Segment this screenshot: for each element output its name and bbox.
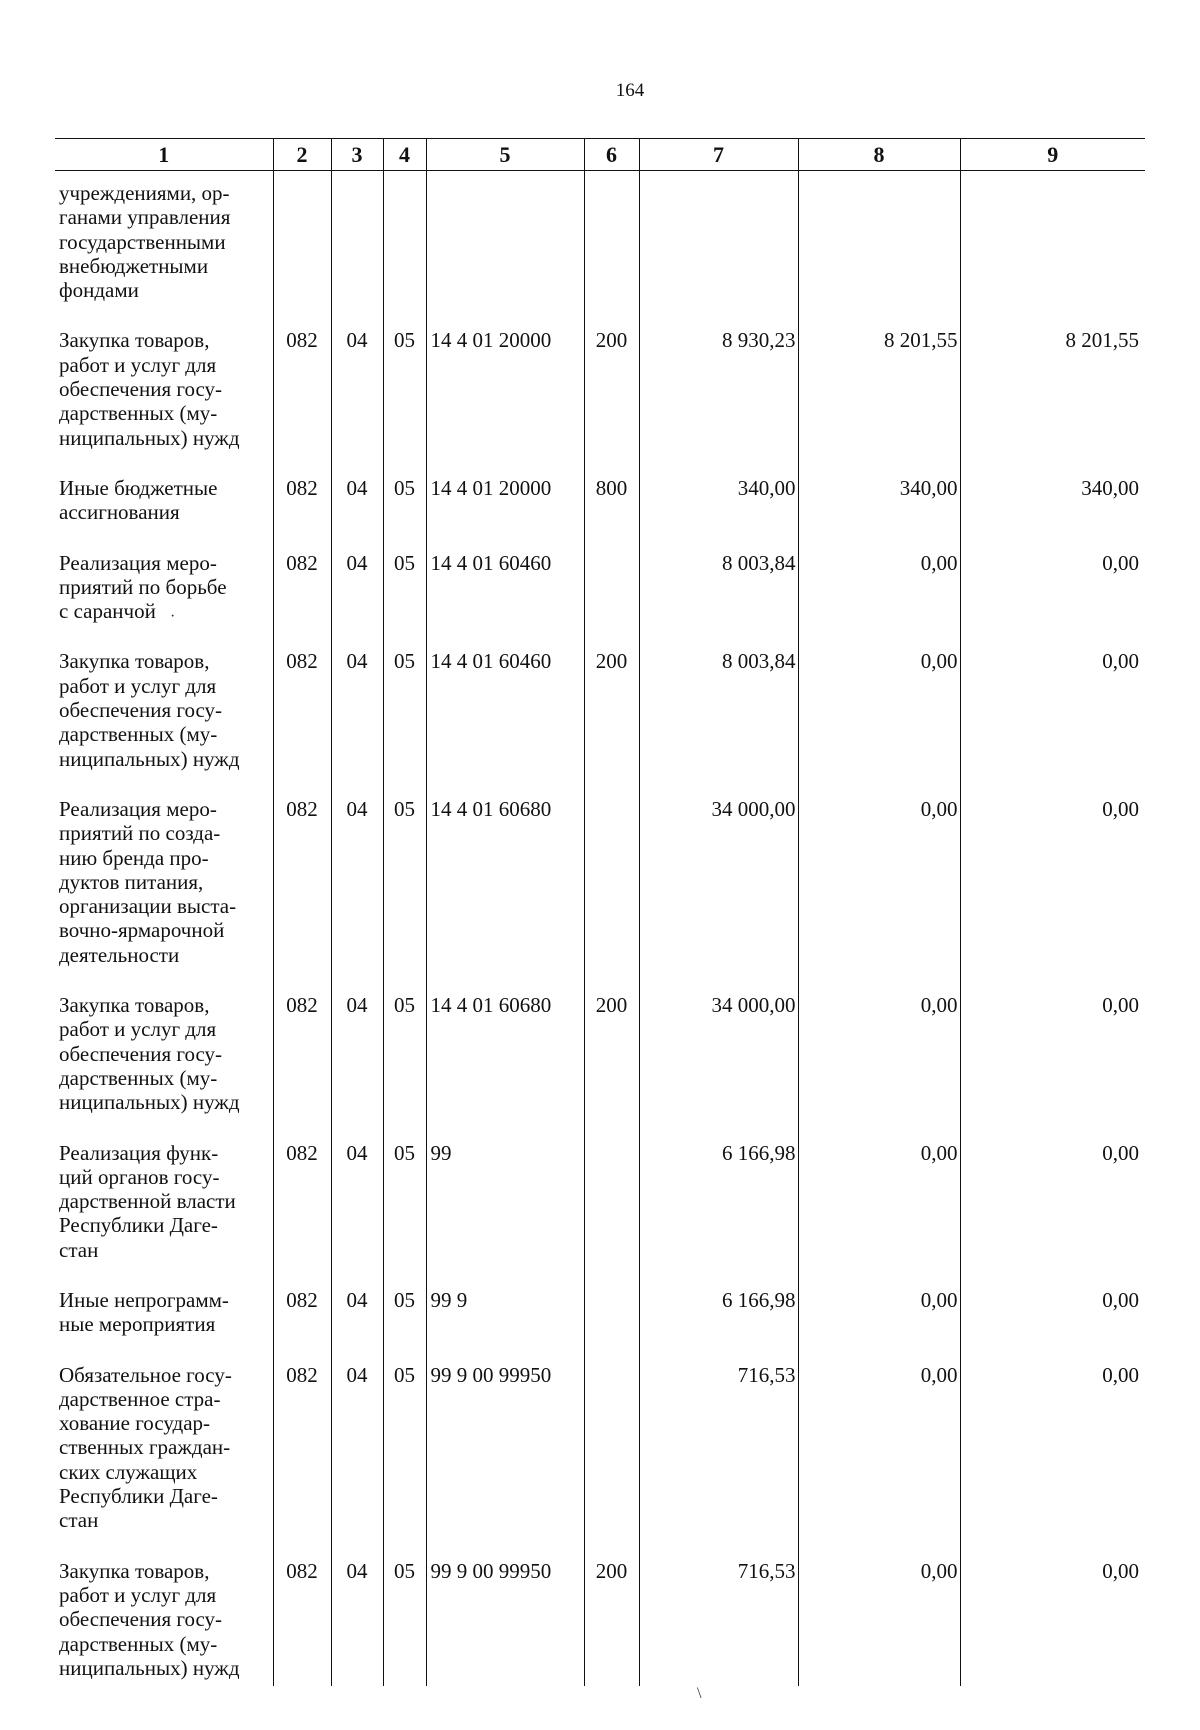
cell-name: Реализация меро- приятий по борьбе с саранчой: [59, 550, 227, 624]
table-row: [55, 1276, 1145, 1351]
cell-section: 04: [331, 637, 383, 784]
cell-name: Закупка товаров, работ и услуг для обеспечения госу- дарственных (му- ниципальных) нужд: [59, 1558, 240, 1680]
cell-expense-type: 200: [584, 981, 639, 1128]
cell-subsection: 05: [383, 637, 426, 784]
cell-expense-type: [584, 1129, 639, 1276]
table-row: [55, 316, 1145, 463]
cell-ministry: 082: [273, 1351, 331, 1547]
table-row: [55, 1351, 1145, 1547]
cell-section: 04: [331, 1351, 383, 1547]
cell-amount-col8: 0,00: [798, 637, 960, 784]
budget-table-container: [55, 138, 1145, 1686]
cell-amount-col8: 0,00: [798, 1351, 960, 1547]
cell-target-item: 14 4 01 20000: [426, 316, 584, 463]
cell-subsection: 05: [383, 1276, 426, 1351]
cell-amount-col8: 0,00: [798, 785, 960, 981]
page-number: 164: [615, 80, 645, 101]
table-row: [55, 637, 1145, 784]
cell-amount-col9: 340,00: [960, 464, 1145, 539]
cell-expense-type: [584, 1351, 639, 1547]
cell-amount-col7: 716,53: [639, 1547, 798, 1686]
cell-expense-type: [584, 1276, 639, 1351]
cell-section: 04: [331, 464, 383, 539]
cell-section: 04: [331, 981, 383, 1128]
cell-target-item: [426, 171, 584, 317]
cell-amount-col7: 6 166,98: [639, 1276, 798, 1351]
cell-amount-col8: 0,00: [798, 539, 960, 638]
cell-expense-type: 200: [584, 637, 639, 784]
cell-ministry: 082: [273, 539, 331, 638]
cell-amount-col9: 0,00: [960, 1276, 1145, 1351]
column-header: 5: [426, 139, 584, 171]
cell-subsection: [383, 171, 426, 317]
cell-target-item: 14 4 01 60680: [426, 981, 584, 1128]
cell-subsection: 05: [383, 1351, 426, 1547]
cell-section: 04: [331, 1129, 383, 1276]
budget-table: [55, 138, 1145, 1686]
cell-amount-col9: 0,00: [960, 539, 1145, 638]
cell-expense-type: [584, 539, 639, 638]
cell-amount-col9: 0,00: [960, 1351, 1145, 1547]
table-row: [55, 539, 1145, 638]
scan-speck: ·: [170, 608, 176, 625]
cell-name: Закупка товаров, работ и услуг для обеспечения госу- дарственных (му- ниципальных) нужд: [59, 993, 240, 1115]
cell-amount-col8: 0,00: [798, 1276, 960, 1351]
column-header: 6: [584, 139, 639, 171]
cell-subsection: 05: [383, 464, 426, 539]
cell-amount-col7: 34 000,00: [639, 785, 798, 981]
table-header: [55, 139, 1145, 171]
cell-expense-type: 200: [584, 316, 639, 463]
cell-amount-col8: 0,00: [798, 1547, 960, 1686]
cell-amount-col7: 8 930,23: [639, 316, 798, 463]
cell-amount-col9: 0,00: [960, 981, 1145, 1128]
header-row: [55, 139, 1145, 171]
cell-expense-type: [584, 171, 639, 317]
cell-amount-col7: 8 003,84: [639, 637, 798, 784]
column-header: 3: [331, 139, 383, 171]
cell-name: Закупка товаров, работ и услуг для обеспечения госу- дарственных (му- ниципальных) нужд: [59, 649, 240, 771]
table-row: [55, 464, 1145, 539]
cell-amount-col7: 8 003,84: [639, 539, 798, 638]
table-row: [55, 1547, 1145, 1686]
column-header: 9: [960, 139, 1145, 171]
scan-speck: \: [697, 1685, 702, 1702]
column-header: 8: [798, 139, 960, 171]
cell-amount-col8: 0,00: [798, 1129, 960, 1276]
cell-expense-type: 800: [584, 464, 639, 539]
cell-subsection: 05: [383, 1547, 426, 1686]
cell-ministry: 082: [273, 316, 331, 463]
cell-target-item: 99 9: [426, 1276, 584, 1351]
cell-amount-col7: [639, 171, 798, 317]
table-row: [55, 171, 1145, 317]
cell-subsection: 05: [383, 1129, 426, 1276]
cell-section: [331, 171, 383, 317]
cell-amount-col8: 8 201,55: [798, 316, 960, 463]
cell-target-item: 14 4 01 60460: [426, 637, 584, 784]
cell-amount-col9: 0,00: [960, 637, 1145, 784]
cell-subsection: 05: [383, 785, 426, 981]
cell-ministry: 082: [273, 981, 331, 1128]
cell-name: Обязательное госу- дарственное стра- хование государ- ственных граждан- ских служащих Республики Даге- стан: [59, 1362, 232, 1533]
cell-ministry: 082: [273, 1547, 331, 1686]
cell-amount-col9: 0,00: [960, 785, 1145, 981]
cell-section: 04: [331, 785, 383, 981]
cell-amount-col9: 0,00: [960, 1129, 1145, 1276]
column-header: 1: [55, 139, 273, 171]
cell-subsection: 05: [383, 981, 426, 1128]
cell-target-item: 14 4 01 60680: [426, 785, 584, 981]
cell-ministry: 082: [273, 785, 331, 981]
cell-expense-type: 200: [584, 1547, 639, 1686]
cell-amount-col7: 716,53: [639, 1351, 798, 1547]
cell-name: Закупка товаров, работ и услуг для обеспечения госу- дарственных (му- ниципальных) нужд: [59, 328, 240, 450]
cell-amount-col8: [798, 171, 960, 317]
cell-target-item: 99 9 00 99950: [426, 1547, 584, 1686]
cell-section: 04: [331, 316, 383, 463]
column-header: 4: [383, 139, 426, 171]
cell-name: Реализация меро- приятий по созда- нию бренда про- дуктов питания, организации выста- вочно-ярмарочной деятельности: [59, 796, 237, 967]
cell-name: Иные бюджетные ассигнования: [59, 475, 218, 525]
cell-amount-col9: 8 201,55: [960, 316, 1145, 463]
column-header: 7: [639, 139, 798, 171]
cell-amount-col8: 340,00: [798, 464, 960, 539]
cell-amount-col7: 6 166,98: [639, 1129, 798, 1276]
cell-ministry: 082: [273, 1276, 331, 1351]
cell-ministry: [273, 171, 331, 317]
cell-subsection: 05: [383, 316, 426, 463]
cell-expense-type: [584, 785, 639, 981]
cell-target-item: 99 9 00 99950: [426, 1351, 584, 1547]
cell-target-item: 14 4 01 20000: [426, 464, 584, 539]
cell-section: 04: [331, 1276, 383, 1351]
table-body: [55, 171, 1145, 1687]
cell-target-item: 99: [426, 1129, 584, 1276]
cell-amount-col7: 340,00: [639, 464, 798, 539]
cell-subsection: 05: [383, 539, 426, 638]
cell-ministry: 082: [273, 637, 331, 784]
cell-section: 04: [331, 1547, 383, 1686]
cell-amount-col7: 34 000,00: [639, 981, 798, 1128]
table-row: [55, 981, 1145, 1128]
cell-target-item: 14 4 01 60460: [426, 539, 584, 638]
cell-name: учреждениями, ор- ганами управления государственными внебюджетными фондами: [59, 181, 231, 303]
table-row: [55, 1129, 1145, 1276]
cell-amount-col9: [960, 171, 1145, 317]
cell-amount-col9: 0,00: [960, 1547, 1145, 1686]
cell-section: 04: [331, 539, 383, 638]
table-row: [55, 785, 1145, 981]
cell-ministry: 082: [273, 1129, 331, 1276]
cell-ministry: 082: [273, 464, 331, 539]
cell-name: Иные непрограмм- ные мероприятия: [59, 1287, 229, 1337]
column-header: 2: [273, 139, 331, 171]
cell-amount-col8: 0,00: [798, 981, 960, 1128]
cell-name: Реализация функ- ций органов госу- дарственной власти Республики Даге- стан: [59, 1140, 236, 1262]
